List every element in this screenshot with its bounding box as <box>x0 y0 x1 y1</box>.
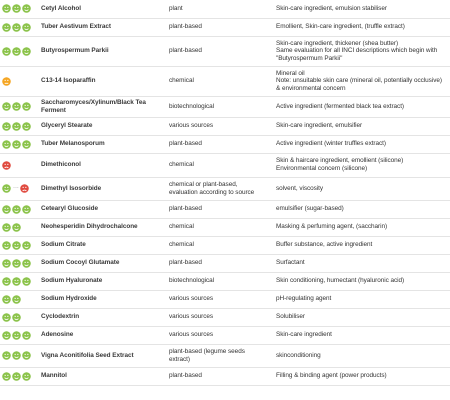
smiley-face-green-icon <box>12 102 21 111</box>
ingredient-name: Cyclodextrin <box>38 308 166 326</box>
smiley-face-green-icon <box>2 4 11 13</box>
ingredient-function <box>273 344 450 367</box>
ingredient-function-line: Skin-care ingredient <box>276 331 332 339</box>
ingredient-source <box>166 135 273 153</box>
ingredient-source <box>166 200 273 218</box>
ingredient-function-line: Active ingredient (fermented black tea extract) <box>276 102 405 110</box>
smiley-face-green-icon <box>2 184 11 193</box>
table-row <box>0 200 450 218</box>
ingredient-source-line: plant-based <box>169 372 202 380</box>
table-row <box>0 0 450 18</box>
ingredient-name: Dimethiconol <box>38 153 166 177</box>
smiley-face-green-icon <box>22 277 31 286</box>
table-row <box>0 153 450 177</box>
ingredient-source-line: plant-based <box>169 23 202 31</box>
rating-cell <box>0 18 38 36</box>
ingredient-function-line: Mineral oil <box>276 69 305 77</box>
smiley-face-green-icon <box>2 140 11 149</box>
ingredient-function <box>273 236 450 254</box>
ingredient-function-line: pH-regulating agent <box>276 295 332 303</box>
ingredient-function-line: "Butyrospermum Parkii" <box>276 54 343 62</box>
smiley-face-green-icon <box>22 23 31 32</box>
smiley-face-green-icon <box>12 313 21 322</box>
rating-cell <box>0 66 38 96</box>
ingredient-name: Cetyl Alcohol <box>38 0 166 18</box>
ingredient-function <box>273 254 450 272</box>
ingredient-source-line: biotechnological <box>169 102 215 110</box>
ingredient-source-line: extract) <box>169 355 190 363</box>
ingredient-function <box>273 135 450 153</box>
smiley-face-green-icon <box>2 372 11 381</box>
ingredient-source-line: plant <box>169 4 183 12</box>
smiley-face-green-icon <box>12 23 21 32</box>
table-row <box>0 290 450 308</box>
smiley-face-green-icon <box>2 241 11 250</box>
smiley-face-green-icon <box>22 351 31 360</box>
ingredient-source <box>166 96 273 117</box>
ingredient-source <box>166 344 273 367</box>
sad-face-red-icon <box>2 161 11 170</box>
smiley-face-green-icon <box>2 23 11 32</box>
ingredient-name: Sodium Cocoyl Glutamate <box>38 254 166 272</box>
ingredient-source-line: chemical <box>169 223 194 231</box>
rating-cell <box>0 308 38 326</box>
table-row <box>0 254 450 272</box>
smiley-face-green-icon <box>2 47 11 56</box>
ingredient-name: Butyrospermum Parkii <box>38 36 166 66</box>
ingredient-source <box>166 290 273 308</box>
sad-face-red-icon <box>20 184 29 193</box>
ingredient-name: Sodium Hydroxide <box>38 290 166 308</box>
smiley-face-green-icon <box>12 47 21 56</box>
ingredient-source <box>166 177 273 200</box>
ingredient-name: Sodium Citrate <box>38 236 166 254</box>
ingredient-source-line: various sources <box>169 122 214 130</box>
ingredient-function-line: Active ingredient (winter truffles extract) <box>276 140 386 148</box>
ingredient-function-line: Buffer substance, active ingredient <box>276 241 373 249</box>
smiley-face-green-icon <box>22 140 31 149</box>
table-row <box>0 66 450 96</box>
ingredient-source <box>166 326 273 344</box>
smiley-face-green-icon <box>2 122 11 131</box>
table-row <box>0 344 450 367</box>
smiley-face-green-icon <box>12 259 21 268</box>
ingredient-function <box>273 18 450 36</box>
ingredient-source <box>166 367 273 385</box>
smiley-face-green-icon <box>12 205 21 214</box>
ingredient-source <box>166 308 273 326</box>
smiley-face-green-icon <box>22 47 31 56</box>
smiley-face-green-icon <box>2 277 11 286</box>
neutral-face-orange-icon <box>2 77 11 86</box>
smiley-face-green-icon <box>12 122 21 131</box>
ingredient-function-line: Masking & perfuming agent, (saccharin) <box>276 223 388 231</box>
smiley-face-green-icon <box>2 331 11 340</box>
ingredient-function-line: Skin-care ingredient, emulsion stabiliser <box>276 4 387 12</box>
ingredient-function <box>273 367 450 385</box>
ingredient-function-line: Filling & binding agent (power products) <box>276 372 387 380</box>
ingredient-function <box>273 117 450 135</box>
rating-cell <box>0 200 38 218</box>
ingredient-source-line: various sources <box>169 313 214 321</box>
rating-cell <box>0 344 38 367</box>
ingredient-source <box>166 153 273 177</box>
smiley-face-green-icon <box>12 277 21 286</box>
ingredient-name: Cetearyl Glucoside <box>38 200 166 218</box>
ingredient-source <box>166 0 273 18</box>
ingredient-name: Saccharomyces/Xylinum/Black Tea Ferment <box>38 96 166 117</box>
ingredient-name: Tuber Aestivum Extract <box>38 18 166 36</box>
ingredient-source-line: plant-based <box>169 140 202 148</box>
table-row <box>0 18 450 36</box>
ingredient-function-line: Skin conditioning, humectant (hyaluronic acid) <box>276 277 405 285</box>
ingredient-function-line: & environmental concern <box>276 84 346 92</box>
rating-cell <box>0 367 38 385</box>
ingredient-source-line: chemical <box>169 77 194 85</box>
ingredient-function <box>273 96 450 117</box>
ingredient-source-line: chemical or plant-based, <box>169 180 238 188</box>
ingredient-function-line: Surfactant <box>276 259 305 267</box>
ingredient-function <box>273 177 450 200</box>
rating-cell <box>0 135 38 153</box>
ingredient-function <box>273 218 450 236</box>
rating-cell <box>0 0 38 18</box>
smiley-face-green-icon <box>22 241 31 250</box>
ingredient-function <box>273 36 450 66</box>
ingredient-function-line: Environmental concern (silicone) <box>276 165 368 172</box>
table-row <box>0 135 450 153</box>
smiley-face-green-icon <box>12 331 21 340</box>
smiley-face-green-icon <box>12 241 21 250</box>
ingredient-source-line: plant-based <box>169 205 202 213</box>
table-row <box>0 326 450 344</box>
rating-cell <box>0 272 38 290</box>
rating-cell <box>0 153 38 177</box>
ingredient-source <box>166 218 273 236</box>
ingredient-name: Sodium Hyaluronate <box>38 272 166 290</box>
smiley-face-green-icon <box>22 372 31 381</box>
ingredient-function <box>273 153 450 177</box>
ingredient-function-line: Skin-care ingredient, emulsifier <box>276 122 363 130</box>
table-row <box>0 177 450 200</box>
rating-cell <box>0 236 38 254</box>
ingredient-function <box>273 308 450 326</box>
ingredient-function-line: solvent, viscosity <box>276 184 324 192</box>
table-row <box>0 218 450 236</box>
ingredient-function-line: Solubiliser <box>276 313 305 321</box>
ingredient-function <box>273 0 450 18</box>
ingredient-function-line: Emollient, Skin-care ingredient, (truffle extract) <box>276 23 405 31</box>
ingredient-function-line: emulsifier (sugar-based) <box>276 205 344 213</box>
ingredient-source <box>166 272 273 290</box>
ingredient-function-line: Note: unsuitable skin care (mineral oil, potentially occlusive) <box>276 77 442 85</box>
ingredient-source <box>166 236 273 254</box>
ingredient-name: Vigna Aconitifolia Seed Extract <box>38 344 166 367</box>
ingredient-source <box>166 36 273 66</box>
ingredient-source-line: various sources <box>169 331 214 339</box>
smiley-face-green-icon <box>2 295 11 304</box>
smiley-face-green-icon <box>22 331 31 340</box>
ingredient-name: C13-14 Isoparaffin <box>38 66 166 96</box>
smiley-face-green-icon <box>2 223 11 232</box>
smiley-face-green-icon <box>12 140 21 149</box>
ingredient-source-line: biotechnological <box>169 277 215 285</box>
ingredient-name: Glyceryl Stearate <box>38 117 166 135</box>
ingredient-name: Neohesperidin Dihydrochalcone <box>38 218 166 236</box>
ingredient-source <box>166 18 273 36</box>
rating-cell <box>0 290 38 308</box>
ingredient-source-line: chemical <box>169 241 194 249</box>
ingredient-name: Tuber Melanosporum <box>38 135 166 153</box>
ingredient-function <box>273 290 450 308</box>
smiley-face-green-icon <box>12 4 21 13</box>
table-row <box>0 36 450 66</box>
rating-cell <box>0 254 38 272</box>
smiley-face-green-icon <box>2 102 11 111</box>
ingredient-function-line: Skin-care ingredient, thickener (shea butter) <box>276 39 399 47</box>
rating-cell <box>0 36 38 66</box>
ingredient-source-line: plant-based <box>169 259 202 267</box>
ingredient-source-line: plant-based <box>169 47 202 55</box>
table-row <box>0 117 450 135</box>
smiley-face-green-icon <box>22 102 31 111</box>
smiley-face-green-icon <box>12 372 21 381</box>
ingredient-function <box>273 326 450 344</box>
ingredient-source-line: various sources <box>169 295 214 303</box>
ingredient-source <box>166 66 273 96</box>
ingredient-source <box>166 117 273 135</box>
ingredient-source <box>166 254 273 272</box>
table-row <box>0 367 450 385</box>
smiley-face-green-icon <box>2 205 11 214</box>
rating-cell <box>0 96 38 117</box>
smiley-face-green-icon <box>22 122 31 131</box>
smiley-face-green-icon <box>2 259 11 268</box>
ingredient-function-line: Skin & haircare ingredient, emollient (silicone) <box>276 157 404 165</box>
ingredient-function <box>273 200 450 218</box>
table-row <box>0 308 450 326</box>
rating-cell <box>0 326 38 344</box>
ingredient-name: Adenosine <box>38 326 166 344</box>
table-row <box>0 96 450 117</box>
smiley-face-green-icon <box>2 351 11 360</box>
smiley-face-green-icon <box>22 205 31 214</box>
rating-cell <box>0 218 38 236</box>
ellipsis-icon: ··· <box>13 184 19 191</box>
smiley-face-green-icon <box>12 351 21 360</box>
smiley-face-green-icon <box>22 259 31 268</box>
table-row <box>0 236 450 254</box>
ingredient-name: Mannitol <box>38 367 166 385</box>
ingredient-function-line: Same evaluation for all INCI descriptions which begin with <box>276 47 438 55</box>
ingredient-function-line: skinconditioning <box>276 351 321 359</box>
rating-cell <box>0 177 38 200</box>
table-row <box>0 272 450 290</box>
ingredient-name: Dimethyl Isosorbide <box>38 177 166 200</box>
ingredient-source-line: chemical <box>169 161 194 169</box>
smiley-face-green-icon <box>12 223 21 232</box>
smiley-face-green-icon <box>12 295 21 304</box>
ingredient-function <box>273 66 450 96</box>
smiley-face-green-icon <box>2 313 11 322</box>
rating-cell <box>0 117 38 135</box>
smiley-face-green-icon <box>22 4 31 13</box>
ingredient-source-line: plant-based (legume seeds <box>169 347 245 355</box>
ingredient-function <box>273 272 450 290</box>
ingredient-source-line: evaluation according to source <box>169 188 255 196</box>
